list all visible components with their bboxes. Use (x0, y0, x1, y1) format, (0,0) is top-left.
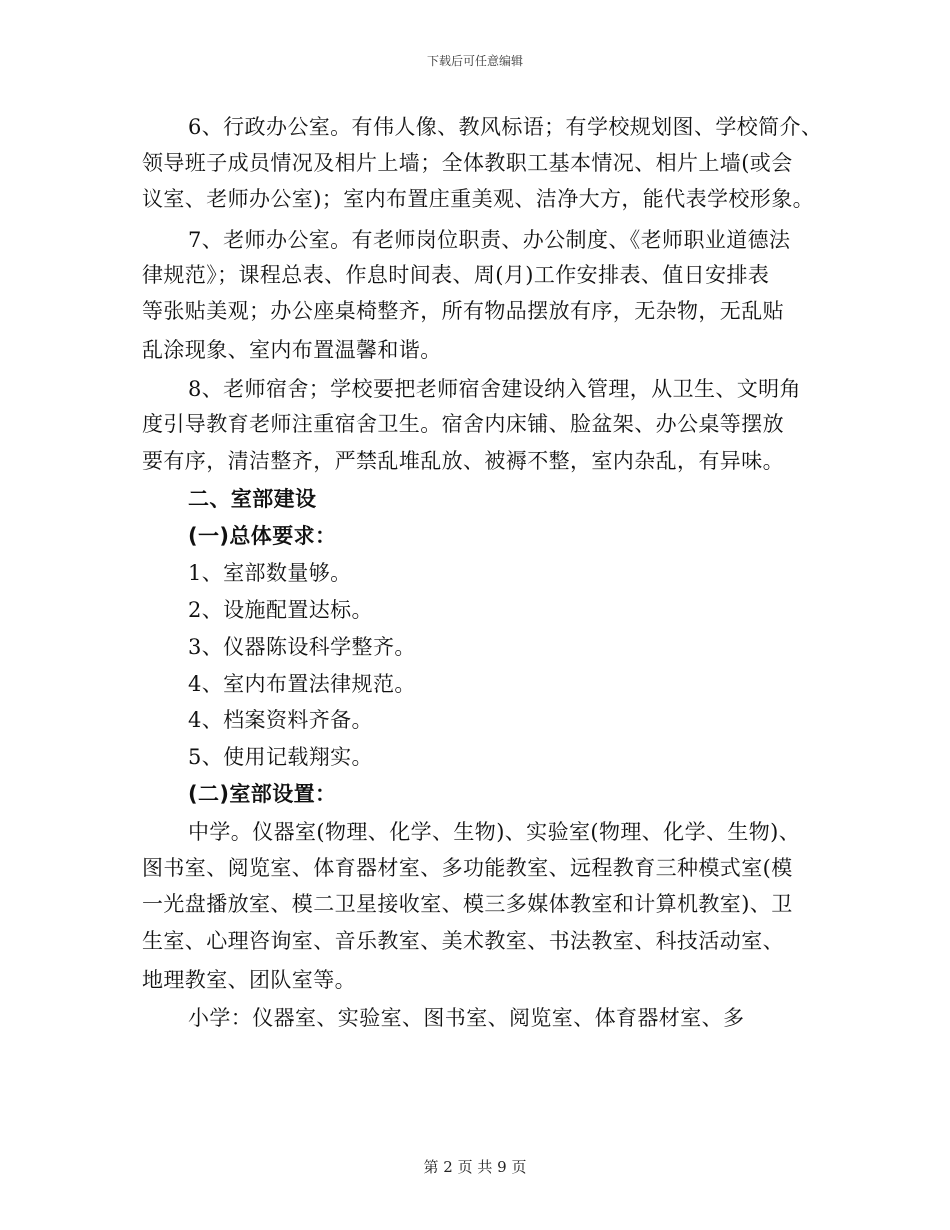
paragraph-line: 生室、心理咨询室、音乐教室、美术教室、书法教室、科技活动室、 (142, 929, 784, 953)
paragraph-line: 等张贴美观；办公座桌椅整齐，所有物品摆放有序，无杂物，无乱贴 (142, 299, 784, 323)
paragraph-line: 地理教室、团队室等。 (142, 968, 356, 992)
paragraph-line: 度引导教育老师注重宿舍卫生。宿舍内床铺、脸盆架、办公桌等摆放 (142, 412, 784, 436)
paragraph-line: 7、老师办公室。有老师岗位职责、办公制度、《老师职业道德法 (188, 228, 791, 252)
paragraph-line: 要有序，清洁整齐，严禁乱堆乱放、被褥不整，室内杂乱，有异味。 (142, 449, 784, 473)
paragraph-line: 小学：仪器室、实验室、图书室、阅览室、体育器材室、多 (188, 1006, 745, 1030)
list-item: 3、仪器陈设科学整齐。 (188, 635, 416, 659)
paragraph-line: 图书室、阅览室、体育器材室、多功能教室、远程教育三种模式室(模 (142, 856, 793, 880)
list-item: 5、使用记载翔实。 (188, 745, 373, 769)
paragraph-line: 领导班子成员情况及相片上墙；全体教职工基本情况、相片上墙(或会 (142, 151, 793, 175)
paragraph-line: 一光盘播放室、模二卫星接收室、模三多媒体教室和计算机教室)、卫 (142, 892, 793, 916)
subsection-heading: (一)总体要求： (188, 524, 337, 548)
paragraph-line: 乱涂现象、室内布置温馨和谐。 (142, 338, 442, 362)
list-item: 4、档案资料齐备。 (188, 708, 373, 732)
page-header: 下载后可任意编辑 (426, 54, 523, 68)
list-item: 4、室内布置法律规范。 (188, 672, 416, 696)
paragraph-line: 议室、老师办公室)；室内布置庄重美观、洁净大方，能代表学校形象。 (142, 187, 814, 211)
list-item: 1、室部数量够。 (188, 561, 352, 585)
page-footer: 第 2 页 共 9 页 (423, 1158, 527, 1176)
paragraph-line: 中学。仪器室(物理、化学、生物)、实验室(物理、化学、生物)、 (188, 820, 801, 844)
subsection-heading: (二)室部设置： (188, 782, 337, 806)
list-item: 2、设施配置达标。 (188, 598, 373, 622)
paragraph-line: 8、老师宿舍；学校要把老师宿舍建设纳入管理，从卫生、文明角 (188, 377, 801, 401)
section-heading: 二、室部建设 (188, 487, 317, 511)
paragraph-line: 律规范》；课程总表、作息时间表、周(月)工作安排表、值日安排表 (142, 263, 770, 287)
paragraph-line: 6、行政办公室。有伟人像、教风标语；有学校规划图、学校简介、 (188, 115, 823, 139)
